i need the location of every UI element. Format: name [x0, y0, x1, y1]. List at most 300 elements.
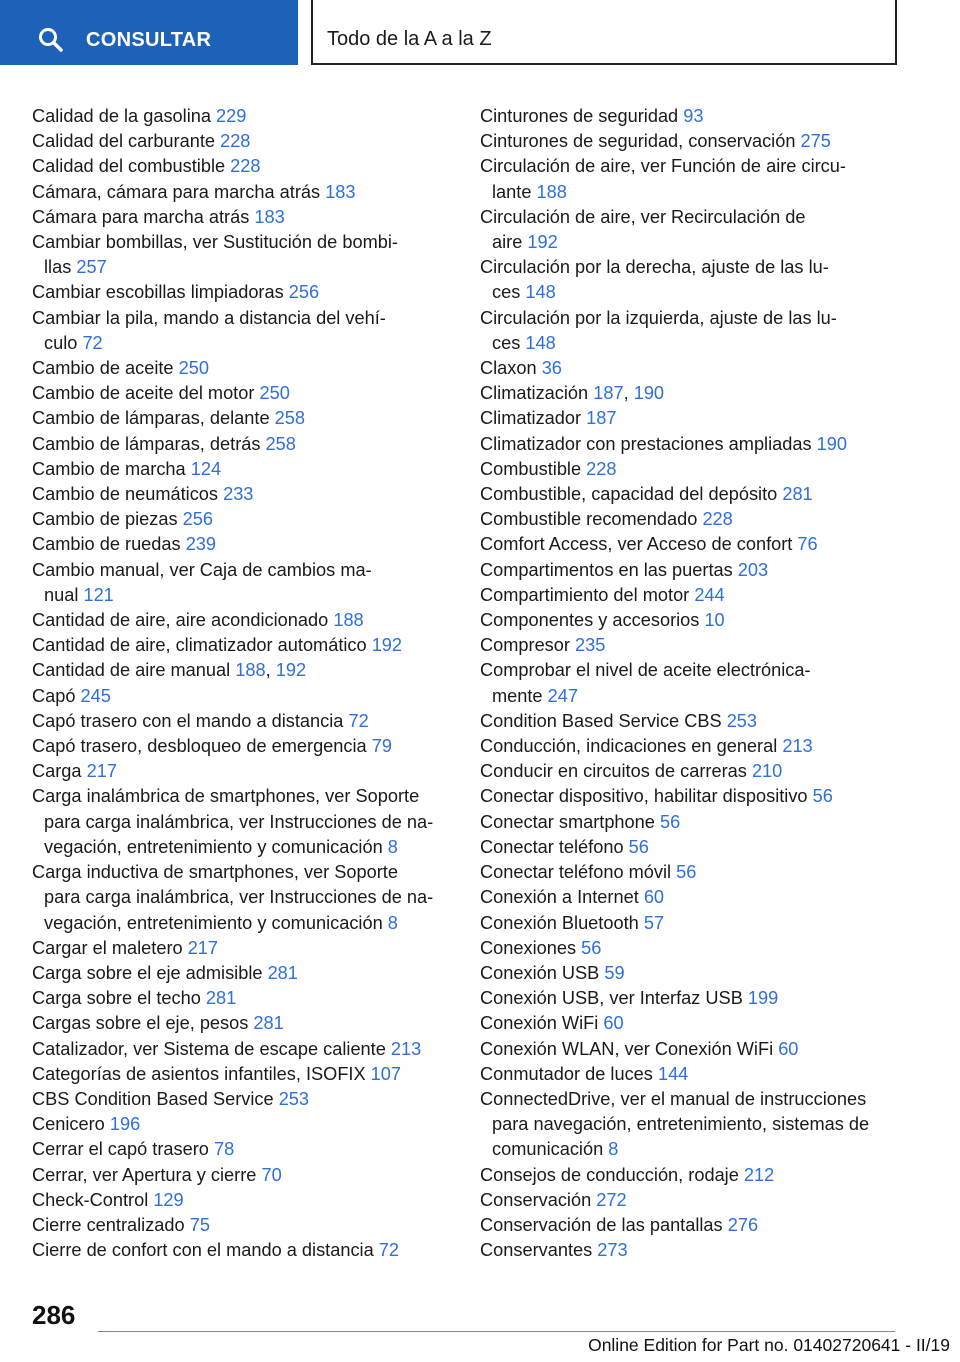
page-reference-link[interactable]: 72: [82, 332, 103, 353]
index-entry: [480, 986, 900, 1011]
page-reference-link[interactable]: 78: [213, 1139, 235, 1160]
index-entry: [32, 1087, 452, 1112]
index-entry: [480, 734, 900, 759]
page-reference-link[interactable]: 245: [80, 685, 111, 706]
index-entry-line: [480, 1137, 900, 1162]
page-reference-link[interactable]: 188: [235, 660, 266, 681]
index-entry-text: Cargar el maletero: [32, 937, 183, 958]
index-entry-line: [480, 835, 900, 860]
index-entry: [32, 532, 452, 557]
index-entry: [480, 1062, 900, 1087]
page-reference-link[interactable]: 93: [683, 106, 704, 126]
index-entry-line: [480, 356, 900, 381]
index-entry: [480, 356, 900, 381]
index-entry-line: [480, 1238, 900, 1263]
page-reference-link[interactable]: 60: [603, 1013, 624, 1034]
page-reference-link[interactable]: 148: [525, 332, 556, 353]
index-entry-line: [480, 180, 900, 205]
index-entry-line: [32, 1112, 452, 1137]
index-entry-line: [480, 255, 900, 280]
index-entry-text: Cambiar escobillas limpiadoras: [32, 282, 284, 303]
page-reference-link[interactable]: 257: [76, 257, 107, 278]
page-separator: ,: [265, 660, 271, 681]
index-entry-line: [32, 1062, 452, 1087]
index-entry: [480, 154, 900, 204]
index-entry: [32, 709, 452, 734]
index-entry: [32, 734, 452, 759]
index-entry-text: Carga: [32, 761, 82, 782]
page-reference-link[interactable]: 183: [325, 181, 356, 202]
page-reference-link[interactable]: 187: [586, 408, 617, 429]
page-reference-link[interactable]: 75: [189, 1214, 210, 1235]
index-entry-text: Comprobar el nivel de aceite electrónica-: [480, 660, 811, 681]
page-reference-link[interactable]: 60: [643, 887, 665, 908]
index-entry-line: [32, 381, 452, 406]
index-entry-line: [32, 558, 452, 583]
index-entry: [32, 180, 452, 205]
index-entry-line: [32, 432, 452, 457]
page-reference-link[interactable]: 275: [800, 131, 831, 152]
page-reference-link[interactable]: 258: [265, 433, 296, 454]
index-entry-text: para carga inalámbrica, ver Instrucciones de na-: [44, 811, 434, 832]
index-entry-line: [480, 936, 900, 961]
index-entry-text: Climatizador con prestaciones ampliadas: [480, 433, 812, 454]
index-entry: [480, 885, 900, 910]
index-entry: [32, 986, 452, 1011]
index-entry-text: Cenicero: [32, 1114, 105, 1135]
page-reference-link[interactable]: 59: [604, 962, 625, 983]
page-reference-link[interactable]: 199: [747, 988, 779, 1009]
page-reference-link[interactable]: 212: [743, 1164, 775, 1185]
page-reference-link[interactable]: 188: [333, 610, 364, 631]
index-entry-line: [480, 154, 900, 179]
page-reference-link[interactable]: 144: [657, 1063, 689, 1084]
index-entry-line: [480, 734, 900, 759]
page-reference-link[interactable]: 203: [737, 559, 769, 580]
index-entry: [480, 432, 900, 457]
page-reference-link[interactable]: 121: [83, 584, 114, 605]
index-entry-line: [32, 1188, 452, 1213]
index-entry-line: [480, 230, 900, 255]
page-reference-link[interactable]: 72: [378, 1240, 400, 1261]
index-entry: [32, 1238, 452, 1263]
index-entry-line: [480, 911, 900, 936]
index-entry-line: [32, 104, 452, 129]
page-reference-link[interactable]: 188: [536, 181, 567, 202]
index-entry-text: Cambio de marcha: [32, 458, 186, 479]
index-entry-text: Cambio de aceite: [32, 358, 174, 379]
page-reference-link[interactable]: 217: [187, 937, 219, 958]
page-reference-link[interactable]: 56: [628, 836, 649, 857]
index-entry-line: [480, 759, 900, 784]
page-reference-link[interactable]: 192: [275, 660, 307, 681]
index-entry-line: [32, 608, 452, 633]
index-entry-line: [32, 1037, 452, 1062]
index-entry-text: Capó trasero, desbloqueo de emergencia: [32, 736, 367, 757]
index-entry: [480, 558, 900, 583]
index-entry-text: Carga inalámbrica de smartphones, ver Soporte: [32, 786, 420, 807]
index-entry: [32, 1137, 452, 1162]
footer-edition: Online Edition for Part no. 01402720641 - II/19: [588, 1335, 950, 1355]
index-entry-text: Combustible, capacidad del depósito: [480, 484, 778, 505]
index-entry-text: Cantidad de aire manual: [32, 660, 231, 681]
index-entry-line: [480, 583, 900, 608]
index-entry-line: [32, 280, 452, 305]
index-entry-text: Consejos de conducción, rodaje: [480, 1164, 739, 1185]
page-reference-link[interactable]: 233: [223, 484, 254, 505]
index-entry: [32, 381, 452, 406]
page-reference-link[interactable]: 228: [702, 509, 733, 530]
page-reference-link[interactable]: 192: [371, 635, 403, 656]
index-entry-text: comunicación: [492, 1139, 604, 1160]
index-entry: [32, 482, 452, 507]
index-entry-line: [32, 961, 452, 986]
page-reference-link[interactable]: 256: [182, 509, 214, 530]
page-reference-link[interactable]: 276: [727, 1214, 759, 1235]
index-entry: [32, 1213, 452, 1238]
index-entry: [32, 104, 452, 129]
index-entry-text: Cambio de ruedas: [32, 534, 181, 555]
index-entry-text: Cambiar bombillas, ver Sustitución de bombi-: [32, 232, 398, 253]
index-entry-text: Condition Based Service CBS: [480, 710, 722, 731]
index-entry-text: Comfort Access, ver Acceso de confort: [480, 534, 793, 555]
index-entry: [480, 482, 900, 507]
index-entry-line: [480, 381, 900, 406]
index-entry-line: [32, 810, 452, 835]
index-entry: [480, 1213, 900, 1238]
index-entry-line: [480, 1188, 900, 1213]
index-entry: [480, 507, 900, 532]
index-entry-text: Carga inductiva de smartphones, ver Soporte: [32, 862, 398, 883]
page-reference-link[interactable]: 79: [371, 736, 392, 757]
page-reference-link[interactable]: 229: [216, 106, 247, 126]
page-reference-link[interactable]: 196: [109, 1114, 141, 1135]
index-entry: [480, 608, 900, 633]
index-entry-line: [32, 532, 452, 557]
index-entry: [32, 1037, 452, 1062]
index-entry-text: Conexión WiFi: [480, 1013, 599, 1034]
index-entry-text: Compartimentos en las puertas: [480, 559, 733, 580]
index-entry-text: Cinturones de seguridad: [480, 106, 679, 126]
index-entry: [32, 356, 452, 381]
index-entry-text: Combustible: [480, 458, 582, 479]
page-reference-link[interactable]: 56: [676, 862, 697, 883]
page-reference-link[interactable]: 256: [288, 282, 320, 303]
index-entry: [32, 1062, 452, 1087]
index-entry-text: Cinturones de seguridad, conservación: [480, 131, 796, 152]
index-entry-line: [480, 1011, 900, 1036]
page-reference-link[interactable]: 10: [704, 610, 725, 631]
page-reference-link[interactable]: 76: [797, 534, 818, 555]
index-entry: [32, 936, 452, 961]
index-entry-text: culo: [44, 332, 78, 353]
page-reference-link[interactable]: 217: [86, 761, 117, 782]
index-entry-line: [32, 709, 452, 734]
index-entry-line: [32, 507, 452, 532]
index-entry-text: Capó trasero con el mando a distancia: [32, 710, 344, 731]
index-entry-text: Cerrar el capó trasero: [32, 1139, 209, 1160]
index-entry-line: [480, 432, 900, 457]
index-entry-line: [32, 482, 452, 507]
index-entry-line: [480, 104, 900, 129]
index-entry-text: Conectar teléfono: [480, 836, 624, 857]
page-reference-link[interactable]: 107: [370, 1063, 402, 1084]
index-entry-line: [480, 1213, 900, 1238]
page-reference-link[interactable]: 228: [230, 156, 261, 177]
index-entry-line: [32, 1011, 452, 1036]
index-entry: [32, 1112, 452, 1137]
index-entry-text: Cambio de neumáticos: [32, 484, 219, 505]
index-entry-line: [32, 658, 452, 683]
index-entry-text: Conexión Bluetooth: [480, 912, 639, 933]
index-entry-text: Calidad del carburante: [32, 131, 216, 152]
index-entry-text: lante: [492, 181, 532, 202]
index-entry-line: [32, 633, 452, 658]
index-entry-line: [480, 1112, 900, 1137]
index-entry-line: [480, 205, 900, 230]
page-reference-link[interactable]: 273: [597, 1240, 628, 1261]
page-reference-link[interactable]: 129: [153, 1189, 184, 1210]
index-entry-line: [480, 129, 900, 154]
page-reference-link[interactable]: 8: [387, 836, 398, 857]
index-entry-text: Categorías de asientos infantiles, ISOFIX: [32, 1063, 366, 1084]
index-entry-text: Climatizador: [480, 408, 582, 429]
page-reference-link[interactable]: 213: [782, 736, 813, 757]
page-reference-link[interactable]: 124: [190, 458, 222, 479]
page-reference-link[interactable]: 253: [278, 1088, 310, 1109]
page-reference-link[interactable]: 281: [253, 1013, 284, 1034]
index-entry: [32, 457, 452, 482]
index-entry-text: Calidad del combustible: [32, 156, 226, 177]
index-entry-line: [32, 255, 452, 280]
index-entry-text: vegación, entretenimiento y comunicación: [44, 836, 383, 857]
page-reference-link[interactable]: 272: [596, 1189, 627, 1210]
index-entry-line: [32, 583, 452, 608]
page-reference-link[interactable]: 250: [259, 383, 290, 404]
index-entry-text: Conectar teléfono móvil: [480, 862, 672, 883]
page-reference-link[interactable]: 247: [547, 685, 578, 706]
index-entry-text: Check-Control: [32, 1189, 149, 1210]
index-entry-text: Cambio de aceite del motor: [32, 383, 255, 404]
index-entry-line: [480, 532, 900, 557]
index-entry-line: [480, 331, 900, 356]
page-reference-link[interactable]: 57: [643, 912, 665, 933]
index-entry-text: Cambio de piezas: [32, 509, 178, 530]
index-entry: [480, 709, 900, 734]
index-entry-text: Climatización: [480, 383, 589, 404]
index-entry-text: Cambio manual, ver Caja de cambios ma-: [32, 559, 372, 580]
index-entry-line: [32, 331, 452, 356]
page-reference-link[interactable]: 56: [659, 811, 681, 832]
index-entry: [480, 633, 900, 658]
index-entry: [32, 432, 452, 457]
index-column-right: [480, 104, 900, 1263]
page-reference-link[interactable]: 187: [593, 383, 624, 404]
index-entry: [32, 406, 452, 431]
page-reference-link[interactable]: 213: [390, 1038, 422, 1059]
index-entry-line: [32, 1238, 452, 1263]
section-header: [311, 0, 897, 65]
index-entry: [480, 860, 900, 885]
index-entry-line: [480, 684, 900, 709]
index-entry: [480, 658, 900, 708]
page-reference-link[interactable]: 190: [633, 383, 665, 404]
index-entry-text: Compresor: [480, 635, 570, 656]
index-entry-line: [32, 1163, 452, 1188]
index-entry-text: Cámara, cámara para marcha atrás: [32, 181, 321, 202]
index-entry: [32, 961, 452, 986]
index-entry-line: [480, 306, 900, 331]
index-entry-line: [480, 608, 900, 633]
index-entry-line: [32, 1213, 452, 1238]
index-entry: [480, 784, 900, 809]
index-entry: [480, 759, 900, 784]
index-entry: [480, 205, 900, 255]
index-entry-text: vegación, entretenimiento y comunicación: [44, 912, 383, 933]
index-entry-line: [32, 154, 452, 179]
index-entry-text: Cerrar, ver Apertura y cierre: [32, 1164, 257, 1185]
index-entry-line: [32, 180, 452, 205]
index-entry-text: Circulación de aire, ver Función de aire circu-: [480, 156, 846, 177]
index-entry-text: CBS Condition Based Service: [32, 1088, 274, 1109]
index-entry-text: llas: [44, 257, 72, 278]
index-entry-text: Componentes y accesorios: [480, 610, 700, 631]
page-reference-link[interactable]: 210: [751, 761, 783, 782]
page-reference-link[interactable]: 281: [267, 962, 298, 983]
index-entry-line: [32, 406, 452, 431]
index-entry-text: mente: [492, 685, 543, 706]
section-title: Todo de la A a la Z: [327, 28, 492, 50]
index-entry-text: Compartimiento del motor: [480, 584, 690, 605]
page-reference-link[interactable]: 235: [575, 635, 606, 656]
index-entry-line: [32, 457, 452, 482]
index-entry: [32, 154, 452, 179]
index-entry-line: [32, 734, 452, 759]
index-entry: [480, 1087, 900, 1163]
search-tab[interactable]: [0, 0, 298, 65]
index-entry-text: Conexión WLAN, ver Conexión WiFi: [480, 1038, 774, 1059]
index-entry-text: Conservación de las pantallas: [480, 1214, 723, 1235]
index-entry-line: [32, 356, 452, 381]
index-entry-text: Conectar dispositivo, habilitar dispositivo: [480, 786, 808, 807]
index-entry-text: Cambiar la pila, mando a distancia del vehí-: [32, 307, 386, 328]
index-entry-line: [480, 810, 900, 835]
index-entry-line: [480, 633, 900, 658]
index-entry-line: [480, 961, 900, 986]
page-reference-link[interactable]: 190: [816, 433, 847, 454]
page-reference-link[interactable]: 253: [726, 710, 758, 731]
index-entry-text: Catalizador, ver Sistema de escape caliente: [32, 1038, 386, 1059]
index-entry: [480, 104, 900, 129]
index-entry-line: [32, 936, 452, 961]
index-entry-text: Carga sobre el eje admisible: [32, 962, 263, 983]
index-entry-line: [480, 860, 900, 885]
index-entry: [480, 1163, 900, 1188]
index-entry-text: Cantidad de aire, aire acondicionado: [32, 610, 329, 631]
index-entry: [480, 457, 900, 482]
index-entry-line: [480, 1087, 900, 1112]
index-entry: [32, 230, 452, 280]
index-entry-line: [32, 1087, 452, 1112]
index-entry-line: [32, 306, 452, 331]
index-entry-text: Cantidad de aire, climatizador automático: [32, 635, 367, 656]
index-entry-text: Conectar smartphone: [480, 811, 655, 832]
index-entry: [480, 129, 900, 154]
index-entry-line: [32, 885, 452, 910]
index-entry: [32, 1011, 452, 1036]
index-entry-text: Cambio de lámparas, detrás: [32, 433, 261, 454]
index-entry-line: [480, 986, 900, 1011]
page-reference-link[interactable]: 228: [586, 458, 617, 479]
page-reference-link[interactable]: 8: [387, 912, 398, 933]
page-reference-link[interactable]: 244: [694, 584, 725, 605]
index-entry-line: [480, 1163, 900, 1188]
index-entry: [32, 129, 452, 154]
index-entry-text: para navegación, entretenimiento, sistemas de: [492, 1114, 870, 1135]
index-entry-text: Conservantes: [480, 1240, 593, 1261]
index-entry: [480, 306, 900, 356]
index-entry-text: ces: [492, 282, 521, 303]
index-entry-line: [32, 835, 452, 860]
page-reference-link[interactable]: 258: [274, 408, 306, 429]
index-entry-line: [480, 406, 900, 431]
page-reference-link[interactable]: 60: [778, 1038, 799, 1059]
index-entry-text: Conducción, indicaciones en general: [480, 736, 778, 757]
index-entry: [32, 306, 452, 356]
index-entry-line: [480, 457, 900, 482]
index-entry-line: [480, 482, 900, 507]
page-reference-link[interactable]: 8: [608, 1139, 619, 1160]
index-entry-text: Conexión a Internet: [480, 887, 639, 908]
index-entry-text: Circulación por la izquierda, ajuste de las lu-: [480, 307, 837, 328]
index-entry: [480, 381, 900, 406]
index-entry: [32, 633, 452, 658]
page-reference-link[interactable]: 72: [348, 710, 369, 731]
footer-divider: [98, 1331, 895, 1332]
page-number: 286: [32, 1300, 76, 1330]
page-reference-link[interactable]: 239: [185, 534, 217, 555]
page-reference-link[interactable]: 281: [782, 484, 813, 505]
index-entry-line: [480, 1037, 900, 1062]
page-reference-link[interactable]: 70: [261, 1164, 282, 1185]
index-entry-text: Claxon: [480, 358, 537, 379]
page-reference-link[interactable]: 56: [812, 786, 833, 807]
index-entry-text: ConnectedDrive, ver el manual de instrucciones: [480, 1088, 867, 1109]
page-reference-link[interactable]: 228: [220, 131, 251, 152]
page-reference-link[interactable]: 250: [178, 358, 209, 379]
index-entry-text: Conexión USB: [480, 962, 600, 983]
index-entry: [480, 1238, 900, 1263]
index-entry-line: [32, 230, 452, 255]
index-entry-line: [32, 129, 452, 154]
page-reference-link[interactable]: 281: [205, 988, 237, 1009]
index-entry-line: [32, 784, 452, 809]
index-entry: [480, 1037, 900, 1062]
page-reference-link[interactable]: 56: [581, 937, 602, 958]
page-reference-link[interactable]: 192: [527, 232, 558, 253]
page-reference-link[interactable]: 183: [254, 206, 285, 227]
index-entry-line: [480, 658, 900, 683]
index-entry-text: Conmutador de luces: [480, 1063, 653, 1084]
page-reference-link[interactable]: 148: [525, 282, 556, 303]
index-entry-text: Cambio de lámparas, delante: [32, 408, 270, 429]
page-reference-link[interactable]: 36: [541, 358, 562, 379]
index-entry-text: ces: [492, 332, 521, 353]
index-entry-text: Conexión USB, ver Interfaz USB: [480, 988, 743, 1009]
index-entry-line: [480, 507, 900, 532]
index-entry: [480, 406, 900, 431]
index-entry: [32, 1163, 452, 1188]
